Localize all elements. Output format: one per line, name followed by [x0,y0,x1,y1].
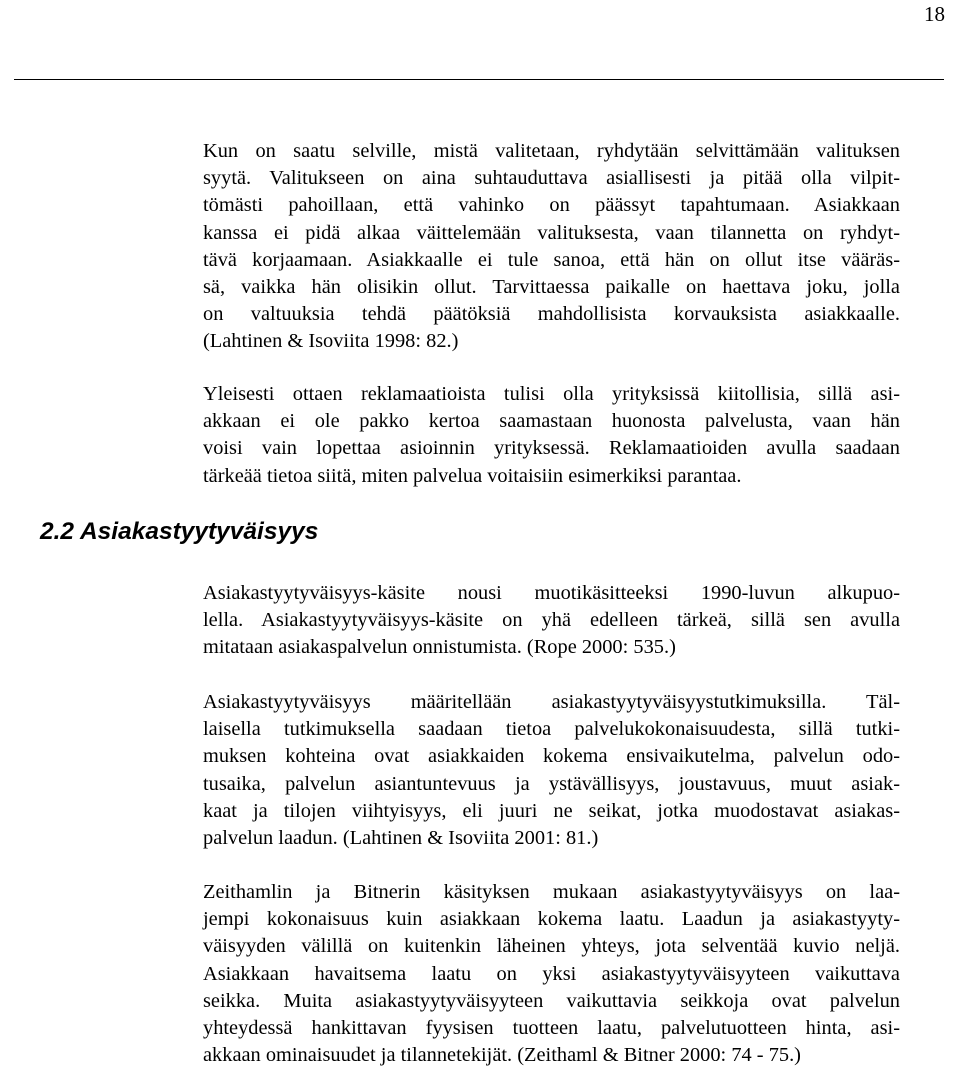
paragraph-complaint-handling [203,138,900,356]
text-line: Asiakkaan havaitsema laatu on yksi asiakastyytyväisyyteen vaikuttava [203,962,900,985]
text-line: jempi kokonaisuus kuin asiakkaan kokema laatu. Laadun ja asiakastyyty- [203,908,900,931]
text-line: Yleisesti ottaen reklamaatioista tulisi olla yrityksissä kiitollisia, sillä asi- [203,383,900,405]
text-line: seikka. Muita asiakastyytyväisyyteen vaikuttavia seikkoja ovat palvelun [203,989,900,1012]
page-number: 18 [924,2,945,26]
text-line: tusaika, palvelun asiantuntevuus ja ystävällisyys, joustavuus, muut asiak- [203,772,900,795]
text-line: laisella tutkimuksella saadaan tietoa palvelukokonaisuudesta, sillä tutki- [203,718,900,741]
text-line: Kun on saatu selville, mistä valitetaan, ryhdytään selvittämään valituksen [203,140,900,162]
text-line: voisi vain lopettaa asioinnin yrityksessä. Reklamaatioiden avulla saadaan [203,437,900,460]
text-line: väisyyden välillä on kuitenkin läheinen yhteys, jota selventää kuvio neljä. [203,935,900,958]
text-line: akkaan ominaisuudet ja tilannetekijät. (Zeithaml & Bitner 2000: 74 - 75.) [203,1044,801,1067]
text-line: yhteydessä hankittavan fyysisen tuotteen laatu, palvelutuotteen hinta, asi- [203,1017,900,1040]
text-line: tömästi pahoillaan, että vahinko on päässyt tapahtumaan. Asiakkaan [203,194,900,217]
text-line: tärkeää tietoa siitä, miten palvelua voitaisiin esimerkiksi parantaa. [203,464,742,487]
text-line: Zeithamlin ja Bitnerin käsityksen mukaan asiakastyytyväisyys on laa- [203,881,900,903]
section-heading: 2.2 Asiakastyytyväisyys [40,518,319,545]
text-line: lella. Asiakastyytyväisyys-käsite on yhä edelleen tärkeä, sillä sen avulla [203,609,900,632]
text-line: syytä. Valitukseen on aina suhtauduttava asiallisesti ja pitää olla vilpit- [203,167,900,190]
text-line: kanssa ei pidä alkaa väittelemään valituksesta, vaan tilannetta on ryhdyt- [203,221,900,244]
text-line: muksen kohteina ovat asiakkaiden kokema ensivaikutelma, palvelun odo- [203,745,900,768]
text-line: on valtuuksia tehdä päätöksiä mahdollisista korvauksista asiakkaalle. [203,303,900,326]
text-line: akkaan ei ole pakko kertoa saamastaan huonosta palvelusta, vaan hän [203,410,900,433]
text-line: kaat ja tilojen viihtyisyys, eli juuri ne seikat, jotka muodostavat asiakas- [203,799,900,822]
paragraph-concept-origin [203,580,900,662]
text-line: (Lahtinen & Isoviita 1998: 82.) [203,330,459,353]
text-line: Asiakastyytyväisyys-käsite nousi muotikäsitteeksi 1990-luvun alkupuo- [203,582,900,604]
text-line: sä, vaikka hän olisikin ollut. Tarvittaessa paikalle on haettava joku, jolla [203,276,900,299]
text-line: tävä korjaamaan. Asiakkaalle ei tule sanoa, että hän on ollut itse vääräs- [203,248,900,271]
header-rule [14,79,944,80]
paragraph-reclamations [203,381,900,490]
text-line: Asiakastyytyväisyys määritellään asiakastyytyväisyystutkimuksilla. Täl- [203,691,900,713]
paragraph-satisfaction-research [203,689,900,852]
text-line: palvelun laadun. (Lahtinen & Isoviita 2001: 81.) [203,827,599,850]
paragraph-zeithaml-bitner [203,879,900,1069]
text-line: mitataan asiakaspalvelun onnistumista. (Rope 2000: 535.) [203,636,676,659]
